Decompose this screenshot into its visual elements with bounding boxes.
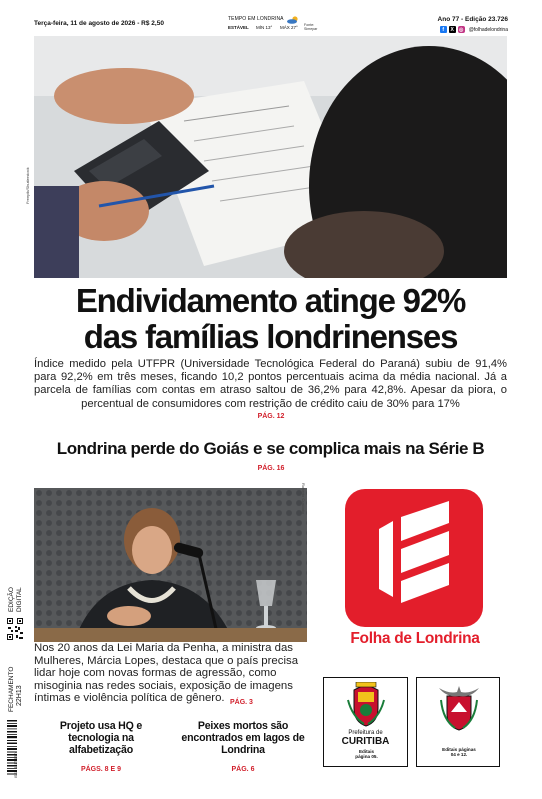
headline-line-1: Endividamento atinge 92% bbox=[75, 282, 466, 319]
instagram-icon[interactable]: ◎ bbox=[459, 26, 464, 33]
weather-max: MÁX 27° bbox=[280, 25, 298, 30]
sports-page-ref[interactable]: PÁG. 16 bbox=[257, 465, 285, 472]
ad-curitiba[interactable] bbox=[323, 677, 408, 767]
curitiba-coat-of-arms-icon bbox=[346, 682, 386, 728]
story-hq-page-ref[interactable]: PÁGS. 8 E 9 bbox=[80, 766, 122, 773]
weather-min: MÍN 13° bbox=[256, 25, 273, 30]
headline-line-2: das famílias londrinenses bbox=[83, 318, 458, 355]
social-links bbox=[440, 26, 508, 33]
interview-page-ref[interactable]: PÁG. 3 bbox=[230, 699, 253, 706]
main-headline[interactable] bbox=[34, 283, 507, 355]
digital-label: DIGITAL bbox=[16, 587, 23, 612]
folha-logo[interactable] bbox=[345, 489, 483, 627]
story-hq-headline[interactable]: Projeto usa HQ e tecnologia na alfabetização bbox=[59, 720, 143, 757]
fechamento-label: FECHAMENTO bbox=[8, 666, 15, 712]
main-photo bbox=[34, 36, 507, 278]
brand-name: Folha de Londrina bbox=[350, 630, 480, 647]
cloud-sun-icon bbox=[286, 16, 300, 24]
weather-box bbox=[226, 15, 322, 35]
interview-photo-credit: Roberto Custódio bbox=[301, 483, 306, 515]
qr-code-icon[interactable] bbox=[6, 616, 24, 642]
facebook-icon[interactable]: f bbox=[440, 26, 447, 33]
lede-page-ref[interactable]: PÁG. 12 bbox=[257, 413, 285, 420]
weather-state: ESTÁVEL bbox=[228, 25, 249, 30]
edicao-label: EDIÇÃO bbox=[8, 587, 15, 612]
photo-credit: Freepik/Shutterstock bbox=[25, 167, 30, 204]
edition-number: Ano 77 - Edição 23.726 bbox=[437, 16, 508, 23]
social-handle: @folhadelondrina bbox=[468, 26, 508, 33]
curitiba-name: CURITIBA bbox=[341, 736, 390, 747]
interview-text: Nos 20 anos da Lei Maria da Penha, a ministra das Mulheres, Márcia Lopes, destaca que o país precisa lidar hoje com novas formas de agressão, como misoginia nas redes sociais, exposição de imagens íntimas e violência política de gênero. bbox=[34, 642, 299, 705]
ad-parana[interactable] bbox=[416, 677, 500, 767]
masthead bbox=[0, 0, 542, 36]
parana-coat-of-arms-icon bbox=[437, 684, 481, 732]
folha-logo-icon bbox=[345, 489, 483, 627]
sports-headline[interactable]: Londrina perde do Goiás e se complica mais na Série B bbox=[56, 439, 485, 458]
story-peixes-headline[interactable]: Peixes mortos são encontrados em lagos de Londrina bbox=[181, 720, 305, 757]
interview-photo bbox=[34, 488, 307, 642]
x-icon[interactable]: X bbox=[450, 26, 454, 33]
curitiba-note: Editais página 05. bbox=[355, 749, 378, 760]
weather-title: TEMPO EM LONDRINA bbox=[228, 16, 284, 22]
issn-label: ISSN 1517-1574 bbox=[14, 751, 18, 778]
parana-note: Editais páginas 04 e 12. bbox=[442, 747, 476, 758]
date-price: Terça-feira, 11 de agosto de 2026 - R$ 2,50 bbox=[34, 20, 164, 27]
story-peixes-page-ref[interactable]: PÁG. 6 bbox=[231, 766, 255, 773]
curitiba-prefix: Prefeitura de bbox=[348, 730, 383, 736]
main-lede: Índice medido pela UTFPR (Universidade Tecnológica Federal do Paraná) subiu de 91,4% para 92,2% em três meses, ficando 10,2 pontos percentuais acima da média nacional. Já a parcela de famílias com contas em atraso saltou de 36,2% para 42,8%. Apesar da piora, o percentual de consumidores com restrição de crédito caiu de 30% para 17% bbox=[34, 358, 507, 410]
fechamento-hora: 22H13 bbox=[16, 685, 23, 706]
weather-source: Fonte: Simepar bbox=[304, 23, 318, 32]
